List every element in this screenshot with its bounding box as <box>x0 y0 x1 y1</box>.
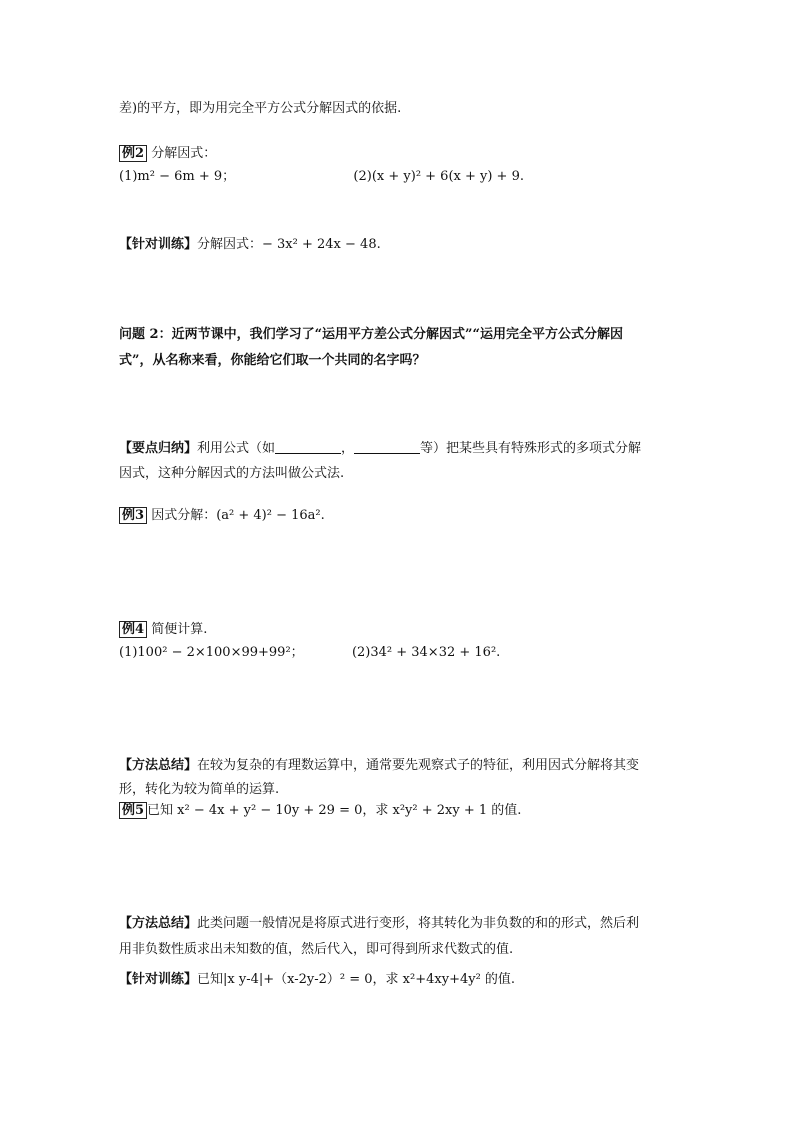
example-2-label: 例2 <box>119 145 147 162</box>
training-2-label: 【针对训练】 <box>119 972 198 987</box>
key-points-label: 【要点归纳】 <box>119 441 198 456</box>
question-2-line-2: 式”，从名称来看，你能给它们取一个共同的名字吗？ <box>119 353 426 368</box>
example-4-label: 例4 <box>119 621 147 638</box>
method-summary-2-label: 【方法总结】 <box>119 916 198 931</box>
training-2 <box>119 971 515 989</box>
method-summary-1-line-2: 形，转化为较为简单的运算. <box>119 782 280 797</box>
method-summary-2-text: 此类问题一般情况是将原式进行变形，将其转化为非负数的和的形式，然后利 <box>197 916 640 931</box>
example-3-label: 例3 <box>119 507 147 524</box>
method-summary-1-label: 【方法总结】 <box>119 758 198 773</box>
key-points-line-2: 因式，这种分解因式的方法叫做公式法. <box>119 466 345 481</box>
example-2-heading <box>119 145 216 163</box>
example-4-heading <box>119 621 207 639</box>
example-5-label: 例5 <box>119 802 147 819</box>
method-summary-2 <box>119 915 639 933</box>
method-summary-1-text: 在较为复杂的有理数运算中，通常要先观察式子的特征，利用因式分解将其变 <box>197 758 640 773</box>
answer-blank-1[interactable] <box>275 440 341 454</box>
training-1 <box>119 236 381 254</box>
answer-blank-2[interactable] <box>354 440 420 454</box>
key-points-pre: 利用公式（如 <box>197 441 276 456</box>
example-2-part-2: (2)(x + y)² + 6(x + y) + 9. <box>353 169 524 184</box>
key-points-comma: ， <box>341 441 355 456</box>
question-2-line-1: 问题 2：近两节课中，我们学习了“运用平方差公式分解因式”“运用完全平方公式分解因 <box>119 327 624 342</box>
example-2-problems <box>119 168 524 186</box>
training-1-label: 【针对训练】 <box>119 237 198 252</box>
training-1-text: 分解因式：− 3x² + 24x − 48. <box>197 237 381 252</box>
example-4-problems <box>119 644 500 662</box>
example-4-part-2: (2)34² + 34×32 + 16². <box>351 645 501 660</box>
example-3 <box>119 507 325 525</box>
key-points-post: 等）把某些具有特殊形式的多项式分解 <box>420 441 642 456</box>
example-4-title: 简便计算. <box>151 622 208 637</box>
example-5 <box>119 802 521 820</box>
key-points-summary <box>119 440 641 458</box>
intro-line: 差)的平方，即为用完全平方公式分解因式的依据. <box>119 101 402 116</box>
example-2-title: 分解因式： <box>151 146 217 161</box>
example-5-text: 已知 x² − 4x + y² − 10y + 29 = 0，求 x²y² + 2xy + 1 的值. <box>147 803 522 818</box>
example-4-part-1: (1)100² − 2×100×99+99²； <box>119 645 304 660</box>
example-3-text: 因式分解：(a² + 4)² − 16a². <box>151 508 325 523</box>
example-2-part-1: (1)m² − 6m + 9； <box>119 169 236 184</box>
training-2-text: 已知|x y-4|+（x-2y-2）² = 0，求 x²+4xy+4y² 的值. <box>197 972 516 987</box>
method-summary-2-line-2: 用非负数性质求出未知数的值，然后代入，即可得到所求代数式的值. <box>119 942 514 957</box>
method-summary-1 <box>119 757 639 775</box>
